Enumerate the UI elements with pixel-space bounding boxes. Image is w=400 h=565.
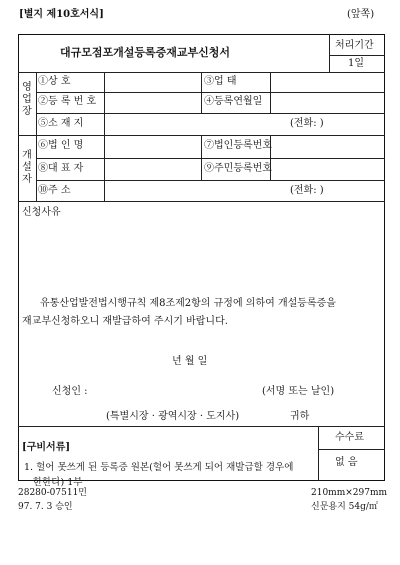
divider [201, 135, 202, 180]
approval-date: 97. 7. 3 승인 [18, 502, 73, 512]
business-site-section-label: 영 업 장 [22, 82, 32, 117]
address-phone-label: (전화: ) [290, 185, 324, 196]
divider [36, 72, 37, 201]
corporation-reg-number-label: ⑦법인등록번호 [204, 140, 272, 151]
statement-line-1: 유통산업발전법시행규칙 제8조제2항의 규정에 의하여 개설등록증을 [40, 298, 336, 309]
fee-label: 수수료 [335, 432, 364, 443]
required-documents-title: [구비서류] [22, 442, 71, 453]
location-label: ⑤소 재 지 [38, 118, 84, 129]
divider [270, 72, 271, 113]
divider [329, 55, 385, 56]
authority-label: (특별시장 · 광역시장 · 도지사) [106, 411, 240, 422]
registration-number-label: ②등 록 번 호 [38, 96, 97, 107]
processing-period-value: 1일 [348, 58, 365, 69]
location-phone-label: (전화: ) [290, 118, 324, 129]
divider [36, 158, 385, 159]
fee-value: 없 음 [335, 457, 358, 468]
paper-size: 210mm×297mm [311, 488, 388, 498]
registration-date-label: ④등록연월일 [204, 96, 263, 107]
divider [318, 449, 385, 450]
corporation-name-label: ⑥법 인 명 [38, 140, 84, 151]
form-title: 대규모점포개설등록증재교부신청서 [60, 46, 231, 59]
processing-period-label: 처리기간 [335, 40, 374, 51]
address-label: ⑩주 소 [38, 185, 71, 196]
paper-type: 신문용지 54g/㎡ [311, 502, 378, 512]
applicant-label: 신청인 : [52, 386, 88, 397]
divider [318, 426, 319, 481]
divider [104, 72, 105, 201]
trade-name-label: ①상 호 [38, 76, 71, 87]
page-side-label: (앞쪽) [347, 9, 375, 20]
founder-section-label: 개 설 자 [22, 150, 32, 185]
divider [36, 92, 385, 93]
divider [36, 180, 385, 181]
business-type-label: ③업 태 [204, 76, 237, 87]
form-code: 28280-07511민 [18, 488, 87, 498]
divider [18, 201, 385, 202]
authority-suffix: 귀하 [290, 411, 310, 422]
divider [18, 426, 385, 427]
divider [201, 72, 202, 113]
form-number: [별지 제10호서식] [19, 9, 104, 20]
divider [329, 34, 330, 72]
required-document-item-line-2: 한한다) 1부 [33, 477, 83, 488]
signature-label: (서명 또는 날인) [262, 386, 335, 397]
divider [36, 113, 385, 114]
resident-number-label: ⑨주민등록번호 [204, 163, 272, 174]
reason-label: 신청사유 [22, 207, 61, 218]
statement-line-2: 재교부신청하오니 재발급하여 주시기 바랍니다. [22, 316, 228, 327]
representative-label: ⑧대 표 자 [38, 163, 84, 174]
date-line: 년 월 일 [172, 356, 208, 367]
required-document-item-line-1: 1. 헐어 못쓰게 된 등록증 원본(헐어 못쓰게 되어 재발급할 경우에 [24, 462, 294, 473]
